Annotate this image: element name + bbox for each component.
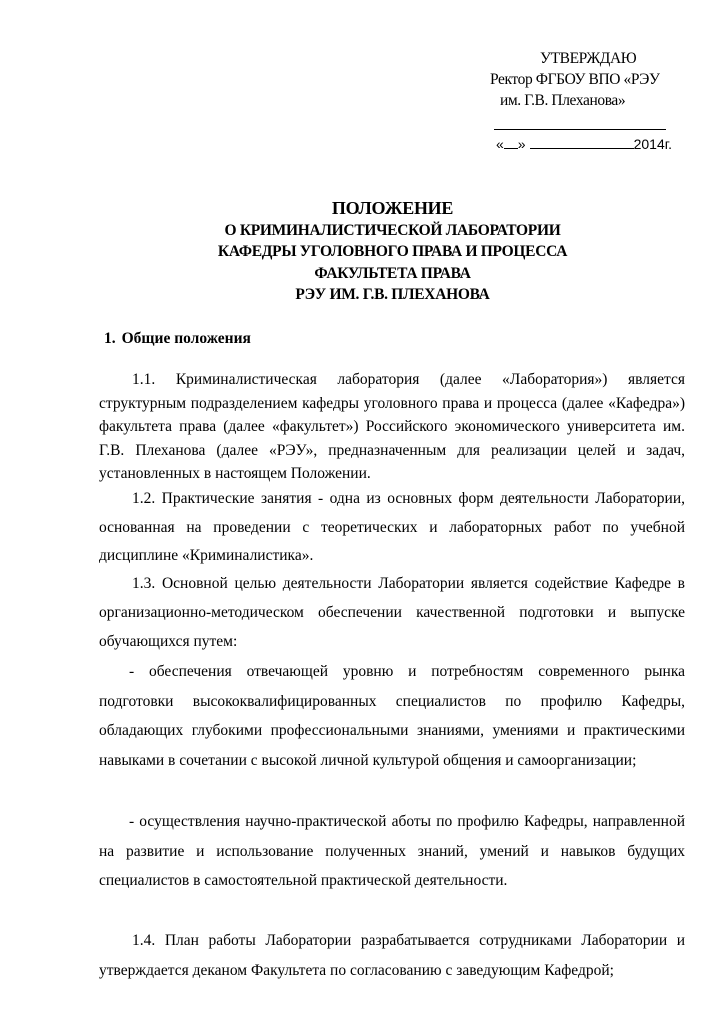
section-heading [104,330,251,348]
bullet-item-1: - обеспечения отвечающей уровню и потребностям современного рынка подготовки высококвалифицированных специалистов по профилю Кафедры, обладающих глубокими профессиональными знаниями, умениями и практическими навыками в сочетании с высокой личной культурой общения и самоорганизации; [99,663,685,769]
approval-date [488,134,708,155]
title-line-5: РЭУ ИМ. Г.В. ПЛЕХАНОВА [295,286,490,303]
title-line-4: ФАКУЛЬТЕТА ПРАВА [314,264,471,282]
paragraph-1-1-block [99,368,685,486]
paragraph-1-3-block [99,569,685,656]
paragraph-1-1: 1.1. Криминалистическая лаборатория (далее «Лаборатория») является структурным подразделением кафедры уголовного права и процесса (далее «Кафедра») факультета права (далее «факультет») Российского экономического университета им. Г.В. Плеханова (далее «РЭУ», предназначенным для реализации целей и задач, установленных в настоящем Положении. [99,371,685,482]
title-line-3: КАФЕДРЫ УГОЛОВНОГО ПРАВА И ПРОЦЕССА [217,243,568,260]
approval-rector-line: Ректор ФГБОУ ВПО «РЭУ [490,71,660,88]
paragraph-1-4: 1.4. План работы Лаборатории разрабатывается сотрудниками Лаборатории и утверждается деканом Факультета по согласованию с заведующим Кафедрой; [99,932,685,979]
signature-line [494,129,666,130]
approval-heading: УТВЕРЖДАЮ [540,50,637,67]
title-line-2: О КРИМИНАЛИСТИЧЕСКОЙ ЛАБОРАТОРИИ [224,221,561,239]
paragraph-1-2: 1.2. Практические занятия - одна из основных форм деятельности Лаборатории, основанная на проведении с теоретических и лабораторных работ по учебной дисциплине «Криминалистика». [99,490,685,564]
date-open-quote: « [496,136,504,152]
section-title: Общие положения [121,330,251,347]
section-number: 1. [104,330,116,347]
month-blank [530,136,634,149]
document-title [0,198,725,306]
bullet-item-2: - осуществления научно-практической аботы по профилю Кафедры, направленной на развитие и использование полученных знаний, умений и навыков будущих специалистов в самостоятельной практической деятельности. [99,813,685,889]
title-line-1: ПОЛОЖЕНИЕ [331,198,454,218]
date-year: 2014г. [633,136,673,152]
date-close-quote: » [517,136,526,152]
paragraph-1-2-block [99,485,685,571]
approval-university-line: им. Г.В. Плеханова» [500,92,626,109]
bullet-2-block [99,807,685,896]
paragraph-1-4-block [99,926,685,985]
approval-block [488,48,708,155]
bullet-1-block [99,657,685,775]
day-blank [504,136,518,149]
paragraph-1-3: 1.3. Основной целью деятельности Лаборатории является содействие Кафедре в организационно-методическом обеспечении качественной подготовки и выпуске обучающихся путем: [99,575,685,650]
